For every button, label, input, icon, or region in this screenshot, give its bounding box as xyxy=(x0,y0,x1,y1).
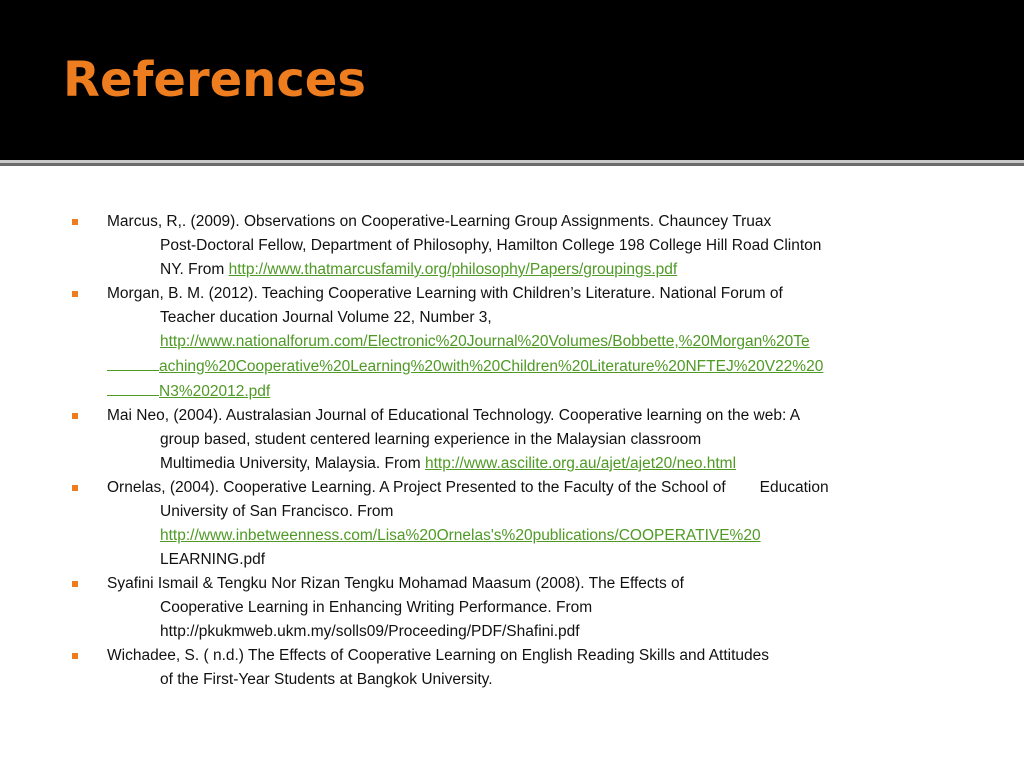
bullet-icon xyxy=(72,413,78,419)
reference-item-marcus xyxy=(72,210,972,282)
reference-text: Multimedia University, Malaysia. From xyxy=(160,455,425,472)
reference-text: NY. From xyxy=(160,261,229,278)
reference-item-morgan xyxy=(72,282,972,404)
reference-line xyxy=(107,354,972,379)
reference-line xyxy=(107,379,972,404)
bullet-icon xyxy=(72,291,78,297)
reference-line xyxy=(107,452,972,476)
reference-item-mai-neo xyxy=(72,404,972,476)
reference-list xyxy=(72,210,972,692)
slide-title: References xyxy=(63,52,366,108)
reference-text: Ornelas, (2004). Cooperative Learning. A Project Presented to the Faculty of the School of xyxy=(107,479,726,496)
reference-line: University of San Francisco. From xyxy=(160,503,394,520)
header-divider-dark xyxy=(0,163,1024,166)
reference-line xyxy=(107,524,972,548)
reference-line xyxy=(107,476,972,500)
reference-line xyxy=(107,330,972,354)
link-underline-indent xyxy=(107,379,159,396)
reference-line: Marcus, R,. (2009). Observations on Cooperative-Learning Group Assignments. Chauncey Truax xyxy=(107,213,772,230)
reference-line: Syafini Ismail & Tengku Nor Rizan Tengku Mohamad Maasum (2008). The Effects of xyxy=(107,575,684,592)
reference-line: Morgan, B. M. (2012). Teaching Cooperative Learning with Children’s Literature. National Forum of xyxy=(107,285,783,302)
reference-item-syafini xyxy=(72,572,972,644)
reference-line: of the First-Year Students at Bangkok University. xyxy=(160,671,493,688)
link-underline-indent xyxy=(107,354,159,371)
reference-link-continued[interactable]: N3%202012.pdf xyxy=(159,383,271,400)
title-bar xyxy=(0,0,1024,160)
reference-link-continued[interactable]: aching%20Cooperative%20Learning%20with%20Children%20Literature%20NFTEJ%20V22%20 xyxy=(159,358,824,375)
bullet-icon xyxy=(72,485,78,491)
reference-link[interactable]: http://www.ascilite.org.au/ajet/ajet20/neo.html xyxy=(425,455,737,472)
reference-line: group based, student centered learning experience in the Malaysian classroom xyxy=(160,431,702,448)
reference-link[interactable]: http://www.nationalforum.com/Electronic%20Journal%20Volumes/Bobbette,%20Morgan%20Te xyxy=(160,333,810,350)
reference-item-wichadee xyxy=(72,644,972,692)
reference-line xyxy=(107,258,972,282)
reference-line: Cooperative Learning in Enhancing Writing Performance. From xyxy=(160,599,593,616)
reference-line: Mai Neo, (2004). Australasian Journal of Educational Technology. Cooperative learning on the web: A xyxy=(107,407,801,424)
reference-line: Teacher ducation Journal Volume 22, Number 3, xyxy=(160,309,492,326)
bullet-icon xyxy=(72,219,78,225)
reference-line: Post-Doctoral Fellow, Department of Philosophy, Hamilton College 198 College Hill Road Clinton xyxy=(160,237,822,254)
bullet-icon xyxy=(72,581,78,587)
reference-text-tail: Education xyxy=(759,479,829,496)
reference-url-text: http://pkukmweb.ukm.my/solls09/Proceeding/PDF/Shafini.pdf xyxy=(160,623,580,640)
reference-line: LEARNING.pdf xyxy=(160,551,266,568)
reference-link[interactable]: http://www.thatmarcusfamily.org/philosophy/Papers/groupings.pdf xyxy=(228,261,678,278)
bullet-icon xyxy=(72,653,78,659)
reference-line: Wichadee, S. ( n.d.) The Effects of Cooperative Learning on English Reading Skills and Attitudes xyxy=(107,647,770,664)
reference-item-ornelas xyxy=(72,476,972,572)
reference-link[interactable]: http://www.inbetweenness.com/Lisa%20Ornelas's%20publications/COOPERATIVE%20 xyxy=(160,527,761,544)
